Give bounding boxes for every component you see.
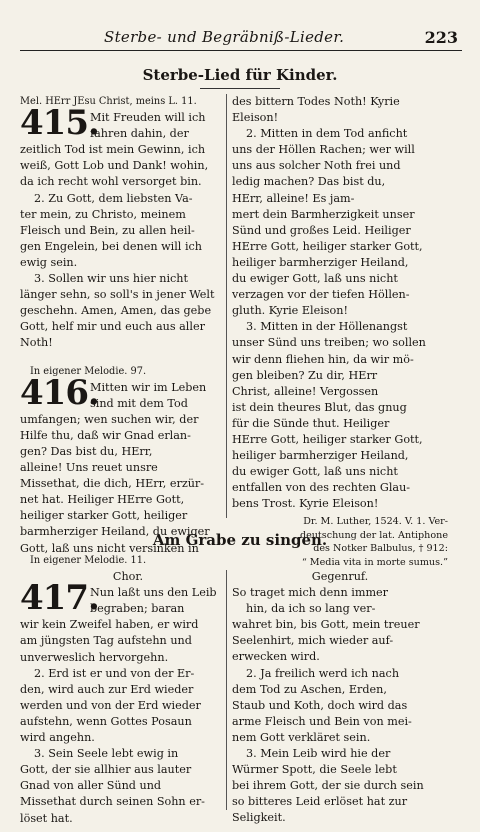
section-rule (200, 88, 280, 89)
text-line: Mit Freuden will ich (90, 111, 206, 125)
melody-line: In eigener Melodie. 97. (30, 365, 147, 377)
text-line: Gott, der sie allhier aus lauter (20, 763, 192, 777)
text-line: entfallen von des rechten Glau- (232, 481, 411, 495)
text-line: 2. Mitten in dem Tod anficht (246, 127, 408, 141)
text-line: unser Sünd uns treiben; wo sollen (232, 336, 426, 350)
text-line: Gott, laß uns nicht versinken in (20, 541, 199, 555)
hymn-opening (90, 110, 236, 142)
text-line: des bittern Todes Noth! Kyrie (232, 95, 400, 108)
text-line: Nun laßt uns den Leib (90, 586, 217, 600)
text-line: gen Engelein, bei denen will ich (20, 239, 202, 253)
response-opening (232, 585, 448, 617)
text-line: HErre Gott, heiliger starker Gott, (232, 432, 423, 446)
text-line: unverweslich hervorgehn. (20, 650, 169, 664)
text-line: erwecken wird. (232, 650, 320, 664)
text-line: so bitteres Leid erlöset hat zur (232, 795, 408, 809)
text-line: werden und von der Erd wieder (20, 698, 201, 712)
hymn-417-body (20, 617, 236, 826)
text-line: zeitlich Tod ist mein Gewinn, ich (20, 143, 206, 157)
text-line: du ewiger Gott, laß uns nicht (232, 272, 398, 286)
text-line: wird angehn. (20, 731, 95, 745)
text-line: nem Gott verkläret sein. (232, 730, 371, 744)
text-line: uns aus solcher Noth frei und (232, 159, 401, 173)
text-line: Würmer Spott, die Seele lebt (232, 763, 397, 777)
text-line: net hat. Heiliger HErre Gott, (20, 493, 185, 507)
response-body (232, 617, 448, 826)
text-line: sind mit dem Tod (90, 396, 188, 410)
text-line: ledig machen? Das bist du, (232, 175, 386, 189)
attribution-line: “ Media vita in morte sumus.” (301, 556, 448, 568)
attribution-line: Dr. M. Luther, 1524. V. 1. Ver- (303, 516, 448, 528)
text-line: Seligkeit. (232, 811, 286, 825)
hymn-number: 415. (20, 103, 99, 144)
attribution-line: des Notker Balbulus, † 912: (313, 543, 448, 555)
text-line: wir denn fliehen hin, da wir mö- (232, 352, 414, 366)
text-line: begraben; baran (90, 602, 185, 616)
text-line: da ich recht wohl versorget bin. (20, 175, 202, 189)
melody-line: In eigener Melodie. 11. (30, 555, 147, 566)
text-line: 3. Sein Seele lebt ewig in (34, 747, 179, 761)
text-line: heiliger barmherziger Heiland, (232, 255, 409, 269)
hymn-opening (90, 585, 236, 617)
text-line: am jüngsten Tag aufstehn und (20, 634, 192, 648)
text-line: alleine! Uns reuet unsre (20, 461, 158, 475)
text-line: Mitten wir im Leben (90, 380, 207, 394)
left-column-upper (20, 94, 236, 557)
text-line: 3. Mein Leib wird hie der (246, 747, 391, 761)
hymn-417-head (20, 578, 236, 619)
text-line: ist dein theures Blut, das gnug (232, 400, 407, 414)
text-line: weiß, Gott Lob und Dank! wohin, (20, 159, 209, 173)
text-line: Hilfe thu, daß wir Gnad erlan- (20, 428, 191, 442)
text-line: 3. Mitten in der Höllenangst (246, 320, 408, 334)
text-line: gluth. Kyrie Eleison! (232, 304, 348, 318)
text-line: 2. Zu Gott, dem liebsten Va- (34, 191, 193, 205)
text-line: Gott, helf mir und euch aus aller (20, 320, 205, 334)
text-line: gen bleiben? Zu dir, HErr (232, 368, 378, 382)
text-line: ewig sein. (20, 255, 78, 269)
choir-label: Chor. (112, 570, 144, 584)
text-line: verzagen vor der tiefen Höllen- (232, 288, 410, 302)
text-line: wahret bin, bis Gott, mein treuer (232, 618, 420, 632)
text-line: Fleisch und Bein, zu allen heil- (20, 223, 195, 237)
text-line: länger sehn, so soll's in jener Welt (20, 288, 215, 302)
text-line: ter mein, zu Christo, meinem (20, 207, 186, 221)
column-divider (226, 570, 227, 810)
text-line: Noth! (20, 336, 53, 350)
text-line: Eleison! (232, 111, 279, 125)
hymn-number: 417. (20, 578, 99, 619)
text-line: arme Fleisch und Bein von mei- (232, 714, 412, 728)
text-line: barmherziger Heiland, du ewiger (20, 525, 210, 539)
text-line: HErre Gott, heiliger starker Gott, (232, 239, 423, 253)
hymn-opening (90, 380, 236, 412)
running-title: Sterbe- und Begräbniß-Lieder. (104, 28, 345, 46)
text-line: gen? Das bist du, HErr, (20, 444, 153, 458)
text-line: uns der Höllen Rachen; wer will (232, 143, 415, 157)
text-line: HErr, alleine! Es jam- (232, 191, 355, 205)
text-line: 2. Erd ist er und von der Er- (34, 666, 195, 680)
hymn-416-head (20, 372, 236, 413)
text-line: Christ, alleine! Vergossen (232, 384, 379, 398)
page-number: 223 (424, 28, 458, 47)
text-line: 2. Ja freilich werd ich nach (246, 666, 400, 680)
section-title-grave: Am Grabe zu singen. (152, 531, 328, 549)
text-line: löset hat. (20, 811, 73, 825)
attribution-line: deutschung der lat. Antiphone (299, 529, 448, 541)
right-column-lower (232, 569, 448, 827)
text-line: Missethat, die dich, HErr, erzür- (20, 477, 205, 491)
text-line: Staub und Koth, doch wird das (232, 698, 408, 712)
text-line: heiliger barmherziger Heiland, (232, 449, 409, 463)
column-divider (226, 94, 227, 518)
running-header (20, 28, 462, 51)
hymn-number: 416. (20, 372, 99, 413)
text-line: Seelenhirt, mich wieder auf- (232, 634, 394, 648)
text-line: 3. Sollen wir uns hier nicht (34, 272, 188, 286)
text-line: bei ihrem Gott, der sie durch sein (232, 779, 424, 793)
response-label: Gegenruf. (311, 570, 369, 583)
text-line: heiliger starker Gott, heiliger (20, 509, 188, 523)
text-line: dem Tod zu Aschen, Erden, (232, 682, 387, 696)
text-line: fahren dahin, der (90, 127, 189, 141)
text-line: mert dein Barmherzigkeit unser (232, 207, 415, 221)
text-line: bens Trost. Kyrie Eleison! (232, 497, 379, 511)
section-title-children: Sterbe-Lied für Kinder. (142, 66, 338, 84)
melody-line: Mel. HErr JEsu Christ, meins L. 11. (20, 96, 197, 107)
left-column-lower (20, 553, 236, 827)
right-column-upper (232, 94, 448, 569)
text-line: Sünd und großes Leid. Heiliger (232, 223, 411, 237)
text-line: So traget mich denn immer (232, 586, 389, 600)
text-line: Missethat durch seinen Sohn er- (20, 795, 205, 809)
text-line: aufstehn, wenn Gottes Posaun (20, 714, 192, 728)
text-line: umfangen; wen suchen wir, der (20, 412, 199, 426)
text-line: du ewiger Gott, laß uns nicht (232, 465, 398, 479)
text-line: Gnad von aller Sünd und (20, 779, 162, 793)
hymn-415-body (20, 142, 236, 351)
text-line: wir kein Zweifel haben, er wird (20, 618, 199, 632)
text-line: den, wird auch zur Erd wieder (20, 682, 194, 696)
text-line: geschehn. Amen, Amen, das gebe (20, 304, 212, 318)
hymn-415-head (20, 103, 236, 144)
text-line: hin, da ich so lang ver- (246, 602, 376, 616)
text-line: für die Sünde thut. Heiliger (232, 416, 390, 430)
